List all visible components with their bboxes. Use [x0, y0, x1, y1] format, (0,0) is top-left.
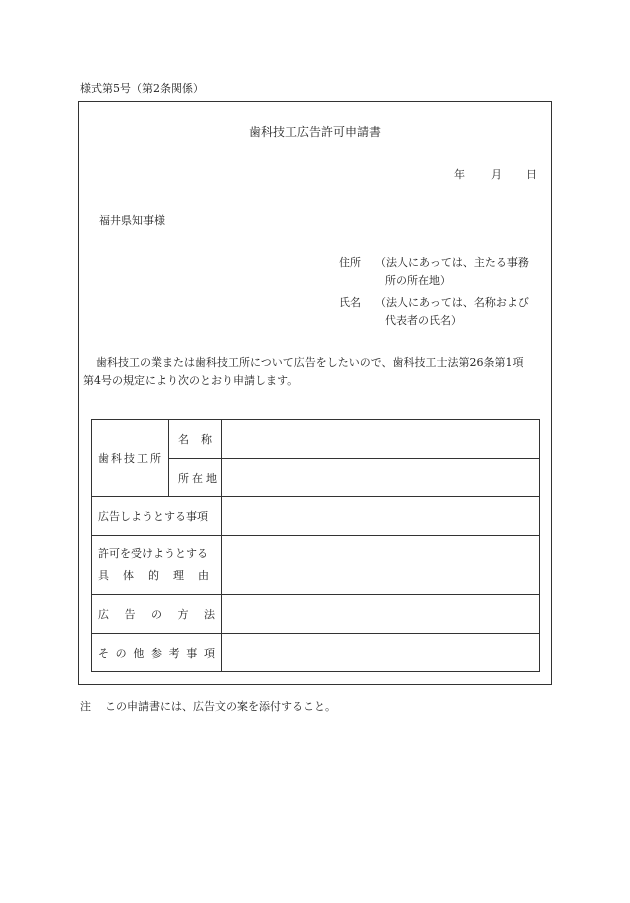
advertised-matter-label: 広告しようとする事項: [92, 497, 222, 536]
lab-name-field[interactable]: [222, 420, 540, 459]
application-form-frame: [78, 101, 552, 685]
name-label: 氏名: [339, 296, 361, 309]
form-title: 歯科技工広告許可申請書: [248, 125, 381, 139]
reason-field[interactable]: [222, 536, 540, 595]
name-note-2: 代表者の氏名）: [385, 314, 462, 327]
lab-location-field[interactable]: [222, 459, 540, 497]
lab-label: 歯科技工所: [92, 420, 169, 497]
date-day: 日: [526, 168, 537, 181]
lab-location-label: 所在地: [169, 459, 222, 497]
advertised-matter-field[interactable]: [222, 497, 540, 536]
date-year: 年: [454, 168, 465, 181]
name-note-1: （法人にあっては、名称および: [375, 296, 529, 309]
address-note-1: （法人にあっては、主たる事務: [375, 256, 529, 269]
form-number: 様式第5号（第2条関係）: [80, 82, 204, 95]
address-label: 住所: [339, 256, 361, 269]
statement-line-1: 歯科技工の業または歯科技工所について広告をしたいので、歯科技工士法第26条第1項: [96, 356, 524, 369]
statement-line-2: 第4号の規定により次のとおり申請します。: [83, 374, 299, 387]
addressee: 福井県知事様: [99, 214, 165, 227]
application-table: [91, 419, 540, 672]
other-matters-label: そ の 他 参 考 事 項: [92, 634, 222, 672]
ad-method-label: 広 告 の 方 法: [92, 595, 222, 634]
date-month: 月: [491, 168, 502, 181]
lab-name-label: 名 称: [169, 420, 222, 459]
reason-label: 許可を受けようとする 具 体 的 理 由: [92, 536, 222, 595]
footnote-text: この申請書には、広告文の案を添付すること。: [105, 700, 336, 713]
other-matters-field[interactable]: [222, 634, 540, 672]
ad-method-field[interactable]: [222, 595, 540, 634]
footnote-mark: 注: [80, 700, 91, 713]
footnote: [80, 698, 336, 714]
application-statement: [83, 354, 547, 390]
address-note-2: 所の所在地）: [385, 274, 451, 287]
